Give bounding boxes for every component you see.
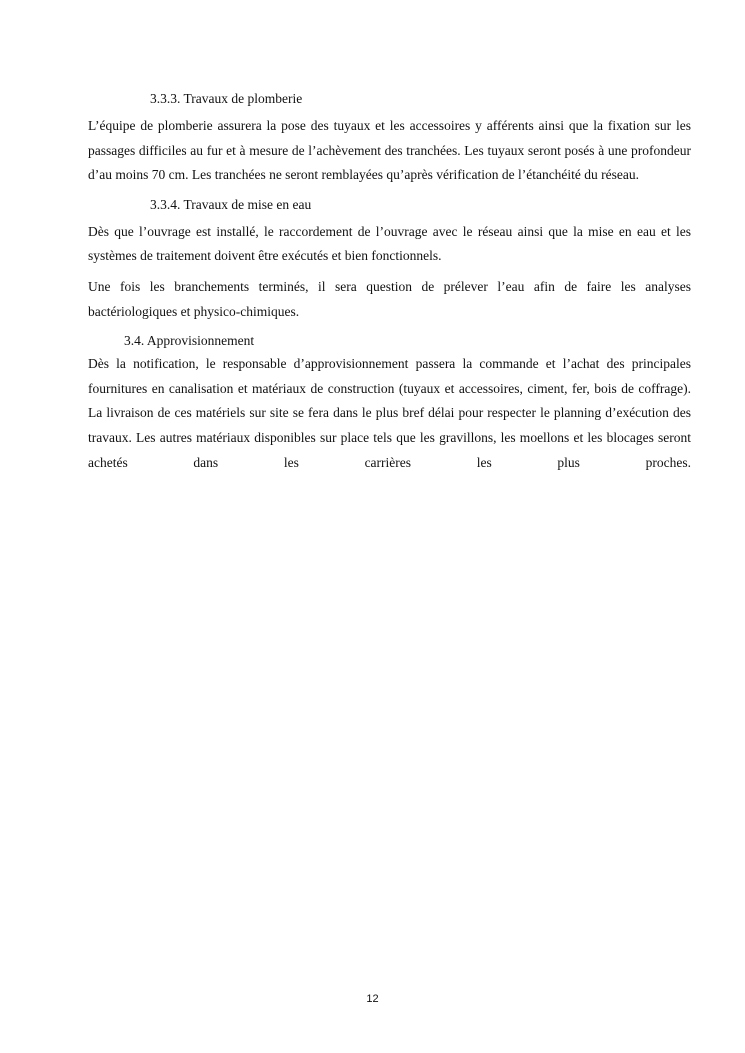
heading-approvisionnement: 3.4. Approvisionnement <box>124 333 255 349</box>
heading-travaux-mise-en-eau: 3.3.4. Travaux de mise en eau <box>150 196 312 212</box>
page-content <box>88 88 691 481</box>
heading-travaux-plomberie: 3.3.3. Travaux de plomberie <box>150 91 303 106</box>
paragraph-plomberie: L’équipe de plomberie assurera la pose des tuyaux et les accessoires y afférents ainsi que la fixation sur les passages difficiles au fur et à mesure de l’achèvement des tranchées. Les tuyaux seront posés à une profondeur d’au moins 70 cm. Les tranchées ne seront remblayées qu’après vérification de l’étanchéité du réseau. <box>88 118 691 183</box>
page-number: 12 <box>366 993 379 1005</box>
paragraph-approvisionnement: Dès la notification, le responsable d’approvisionnement passera la commande et l’achat des principales fournitures en canalisation et matériaux de construction (tuyaux et accessoires, ciment, fer, bois de coffrage). La livraison de ces matériels sur site se fera dans le plus bref délai pour respecter le planning d’exécution des travaux. Les autres matériaux disponibles sur place tels que les gravillons, les moellons et les blocages seront achetés dans les carrières les plus proches. <box>88 356 691 470</box>
paragraph-mise-en-eau-1: Dès que l’ouvrage est installé, le raccordement de l’ouvrage avec le réseau ainsi que la mise en eau et les systèmes de traitement doivent être exécutés et bien fonctionnels. <box>88 223 691 264</box>
paragraph-mise-en-eau-2: Une fois les branchements terminés, il sera question de prélever l’eau afin de faire les analyses bactériologiques et physico-chimiques. <box>88 278 691 319</box>
